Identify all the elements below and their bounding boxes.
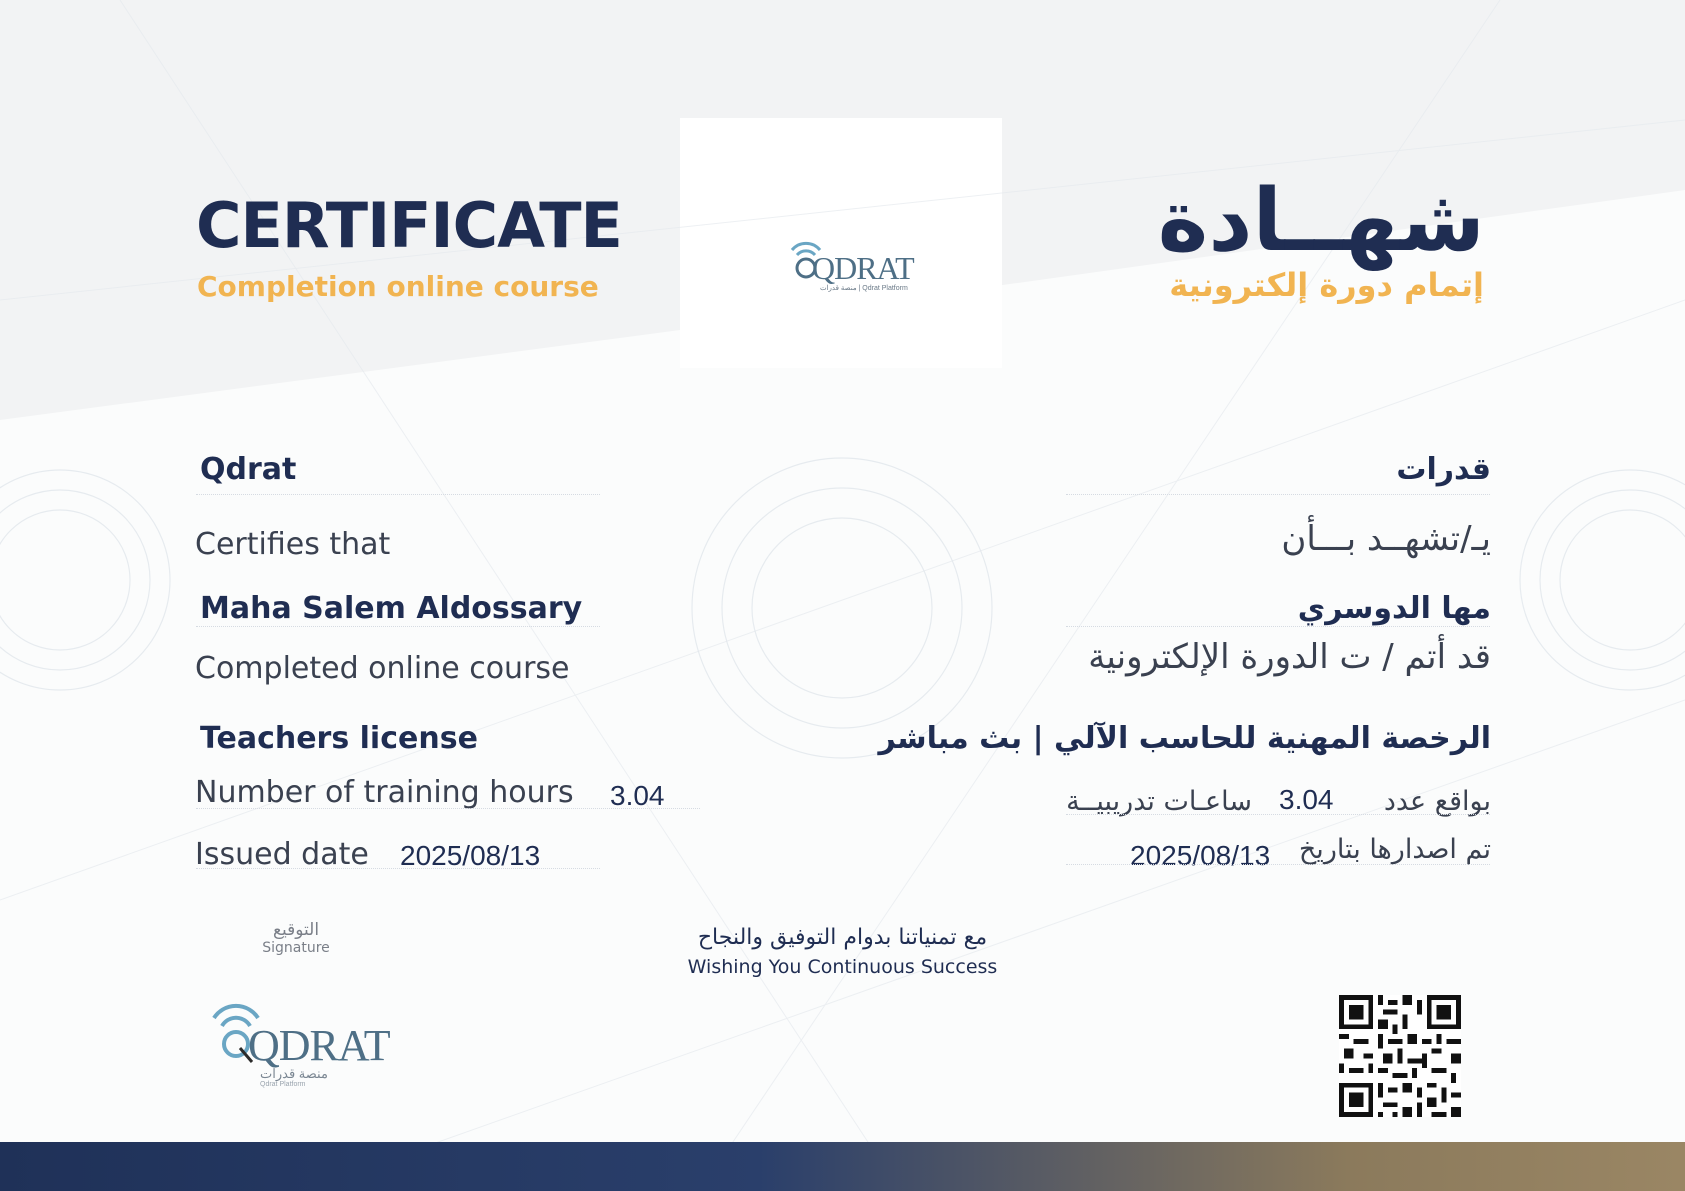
signature-label-ar: التوقيع <box>272 920 320 940</box>
completed-label-en: Completed online course <box>195 651 570 686</box>
course-name-en: Teachers license <box>200 721 478 756</box>
footer-bar <box>0 1142 1685 1191</box>
qdrat-logo-top <box>786 236 914 294</box>
date-value-ar: 2025/08/13 <box>1130 840 1271 871</box>
signature-block <box>240 920 352 956</box>
recipient-name-ar: مها الدوسري <box>1297 591 1491 626</box>
certificate-subtitle-ar: إتمام دورة إلكترونية <box>1169 266 1484 304</box>
qr-code <box>1339 995 1461 1117</box>
wish-en: Wishing You Continuous Success <box>687 956 998 978</box>
issuer-ar: قدرات <box>1396 452 1491 487</box>
issuer-en: Qdrat <box>200 452 297 487</box>
wishes-block <box>620 925 1065 978</box>
logo-text: QDRAT <box>812 250 914 286</box>
wish-ar: مع تمنياتنا بدوام التوفيق والنجاح <box>697 925 988 950</box>
hours-value-ar: 3.04 <box>1279 784 1334 815</box>
hours-suffix-ar: ساعـات تدريبيــة <box>1066 786 1252 817</box>
course-name-ar: الرخصة المهنية للحاسب الآلي | بث مباشر <box>878 721 1491 756</box>
date-label-en: Issued date <box>195 837 369 872</box>
logo-tagline: منصة قدرات | Qdrat Platform <box>820 285 908 292</box>
certifies-label-en: Certifies that <box>195 527 391 562</box>
date-value-en: 2025/08/13 <box>400 840 541 871</box>
certificate-title-ar: شهــادة <box>1157 171 1485 271</box>
hours-label-en: Number of training hours <box>195 775 574 810</box>
completed-label-ar: قد أتم / ت الدورة الإلكترونية <box>1088 637 1491 677</box>
certificate-subtitle-en: Completion online course <box>197 270 599 303</box>
logo-tagline: منصة قدرات <box>260 1066 328 1081</box>
signature-label-en: Signature <box>262 940 330 956</box>
certificate-title-en: CERTIFICATE <box>196 189 622 262</box>
certifies-label-ar: يـ/تشهــد بـــأن <box>1281 519 1491 559</box>
date-label-ar: تم اصدارها بتاريخ <box>1298 834 1491 865</box>
logo-tagline-en: Qdrat Platform <box>260 1081 306 1088</box>
recipient-name-en: Maha Salem Aldossary <box>200 591 583 626</box>
hours-prefix-ar: بواقع عدد <box>1383 786 1491 817</box>
qdrat-logo-bottom <box>210 1000 390 1090</box>
logo-text: QDRAT <box>248 1021 390 1070</box>
hours-value-en: 3.04 <box>610 780 665 811</box>
